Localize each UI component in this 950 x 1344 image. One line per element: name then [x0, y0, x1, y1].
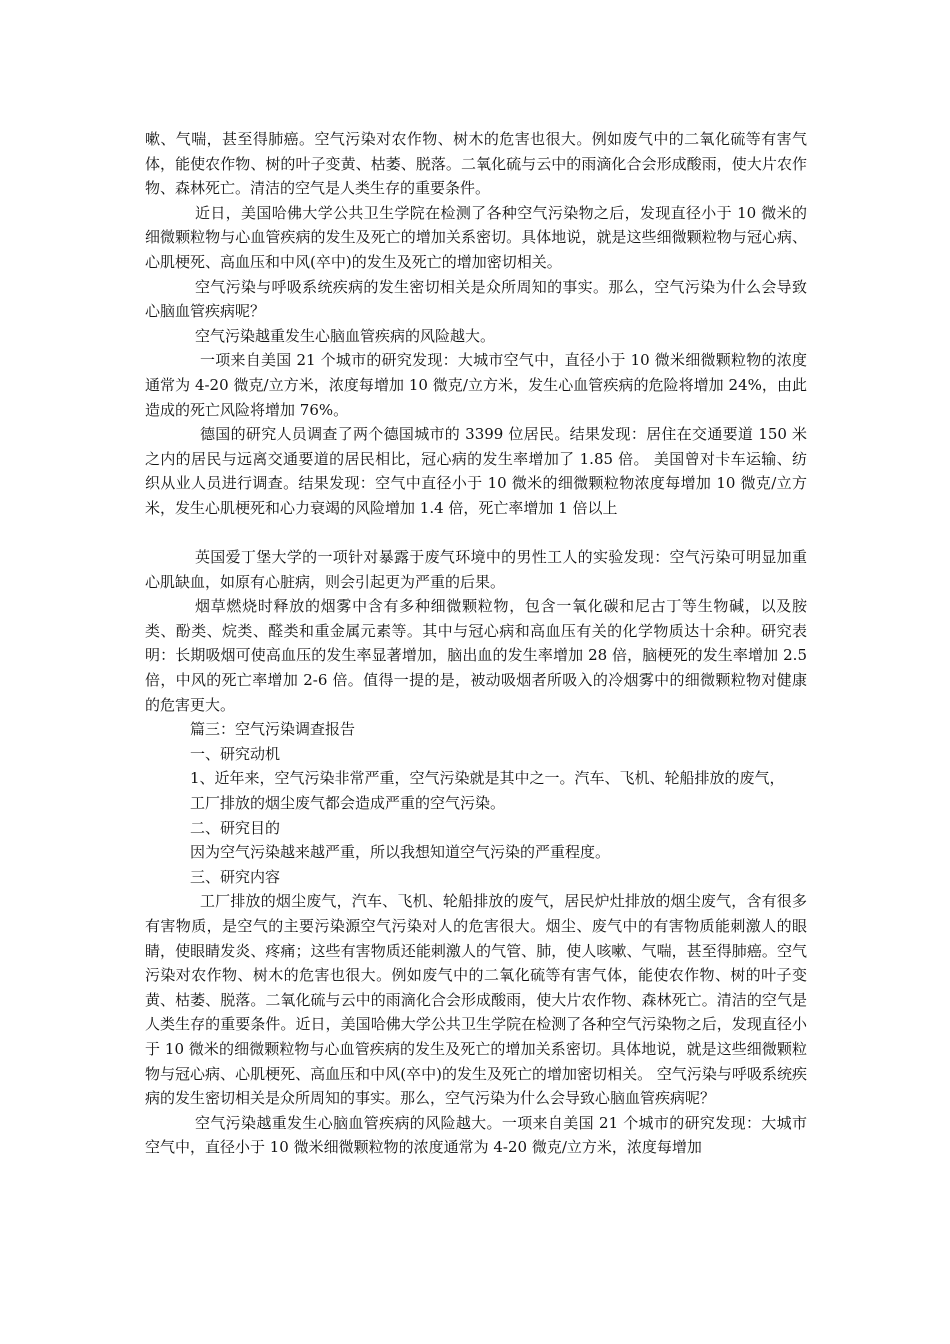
section-heading-part3: 篇三：空气污染调查报告 [190, 720, 356, 739]
heading-research-purpose: 二、研究目的 [190, 818, 281, 837]
paragraph-2: 近日，美国哈佛大学公共卫生学院在检测了各种空气污染物之后，发现直径小于 10 微米的细微颗粒物与心血管疾病的发生及死亡的增加关系密切。具体地说，就是这些细微颗粒物与冠心病、心肌梗死、高血压和中风(卒中)的发生及死亡的增加密切相关。 [145, 203, 807, 271]
paragraph-1: 嗽、气喘，甚至得肺癌。空气污染对农作物、树木的危害也很大。例如废气中的二氧化硫等有害气体，能使农作物、树的叶子变黄、枯萎、脱落。二氧化硫与云中的雨滴化合会形成酸雨，使大片农作物、森林死亡。清洁的空气是人类生存的重要条件。 [145, 130, 807, 198]
paragraph-motivation-1: 1、近年来，空气污染非常严重，空气污染就是其中之一。汽车、飞机、轮船排放的废气， [190, 769, 785, 788]
paragraph-8: 烟草燃烧时释放的烟雾中含有多种细微颗粒物，包含一氧化碳和尼古丁等生物碱，以及胺类、酚类、烷类、醛类和重金属元素等。其中与冠心病和高血压有关的化学物质达十余种。研究表明：长期吸烟可使高血压的发生率显著增加，脑出血的发生率增加 28 倍，脑梗死的发生率增加 2.5 倍，中风的死亡率增加 2-6 倍。值得一提的是，被动吸烟者所吸入的冷烟雾中的细微颗粒物对健康的危害更大。 [145, 597, 807, 714]
blank-line [145, 521, 807, 546]
paragraph-7: 英国爱丁堡大学的一项针对暴露于废气环境中的男性工人的实验发现：空气污染可明显加重心肌缺血，如原有心脏病，则会引起更为严重的后果。 [145, 548, 807, 591]
paragraph-purpose: 因为空气污染越来越严重，所以我想知道空气污染的严重程度。 [190, 843, 611, 862]
paragraph-motivation-2: 工厂排放的烟尘废气都会造成严重的空气污染。 [190, 794, 506, 813]
heading-research-motivation: 一、研究动机 [190, 744, 281, 763]
paragraph-6: 德国的研究人员调查了两个德国城市的 3399 位居民。结果发现：居住在交通要道 150 米之内的居民与远离交通要道的居民相比，冠心病的发生率增加了 1.85 倍。 美国曾对卡车运输、纺织从业人员进行调查。结果发现：空气中直径小于 10 微米的细微颗粒物浓度每增加 10 微克/立方米，发生心肌梗死和心力衰竭的风险增加 1.4 倍，死亡率增加 1 倍以上 [145, 425, 807, 517]
document-body [145, 127, 807, 1160]
heading-research-content: 三、研究内容 [190, 867, 281, 886]
paragraph-final: 空气污染越重发生心脑血管疾病的风险越大。一项来自美国 21 个城市的研究发现：大城市空气中，直径小于 10 微米细微颗粒物的浓度通常为 4-20 微克/立方米，浓度每增加 [145, 1113, 807, 1157]
paragraph-5: 一项来自美国 21 个城市的研究发现：大城市空气中，直径小于 10 微米细微颗粒物的浓度通常为 4-20 微克/立方米，浓度每增加 10 微克/立方米，发生心血管疾病的危险将增加 24%，由此造成的死亡风险将增加 76%。 [145, 351, 807, 419]
paragraph-3: 空气污染与呼吸系统疾病的发生密切相关是众所周知的事实。那么，空气污染为什么会导致心脑血管疾病呢？ [145, 277, 807, 321]
paragraph-content: 工厂排放的烟尘废气，汽车、飞机、轮船排放的废气，居民炉灶排放的烟尘废气，含有很多有害物质，是空气的主要污染源空气污染对人的危害很大。烟尘、废气中的有害物质能刺激人的眼睛，使眼睛发炎、疼痛；这些有害物质还能刺激人的气管、肺，使人咳嗽、气喘，甚至得肺癌。空气污染对农作物、树木的危害也很大。例如废气中的二氧化硫等有害气体，能使农作物、树的叶子变黄、枯萎、脱落。二氧化硫与云中的雨滴化合会形成酸雨，使大片农作物、森林死亡。清洁的空气是人类生存的重要条件。近日，美国哈佛大学公共卫生学院在检测了各种空气污染物之后，发现直径小于 10 微米的细微颗粒物与心血管疾病的发生及死亡的增加关系密切。具体地说，就是这些细微颗粒物与冠心病、心肌梗死、高血压和中风(卒中)的发生及死亡的增加密切相关。 空气污染与呼吸系统疾病的发生密切相关是众所周知的事实。那么，空气污染为什么会导致心脑血管疾病呢？ [145, 892, 807, 1108]
paragraph-4: 空气污染越重发生心脑血管疾病的风险越大。 [195, 326, 496, 345]
